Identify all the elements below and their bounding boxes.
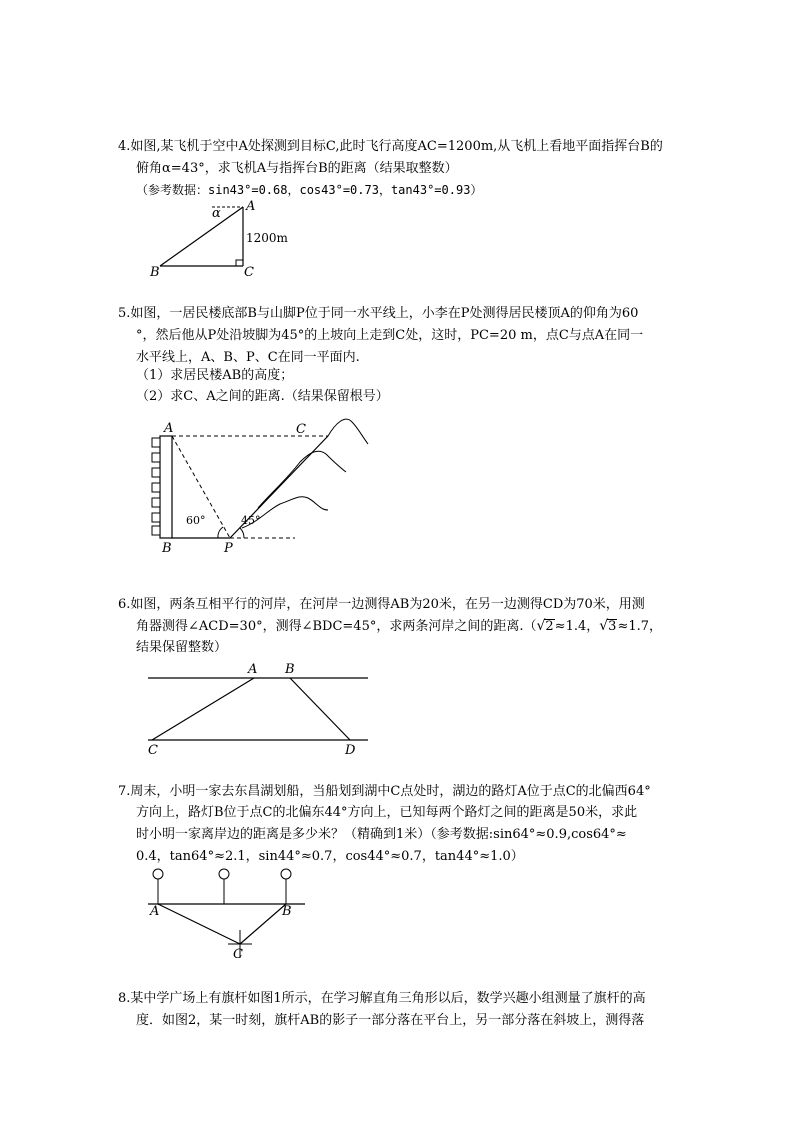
- p6-line1: 6.如图，两条互相平行的河岸，在河岸一边测得AB为20米，在另一边测得CD为70米，用测: [118, 597, 645, 612]
- p7-line1: 7.周末，小明一家去东昌湖划船，当船划到湖中C点处时，湖边的路灯A位于点C的北偏西64°: [118, 784, 651, 799]
- p5-line2: °，然后他从P处沿坡脚为45°的上坡向上走到C处，这时，PC=20 m，点C与点A在同一: [136, 328, 644, 343]
- p6-label-b: B: [285, 662, 295, 677]
- p6-label-c: C: [148, 743, 158, 758]
- p5-line1: 5.如图，一居民楼底部B与山脚P位于同一水平线上，小李在P处测得居民楼顶A的仰角为60: [118, 306, 639, 321]
- p6-approx2: ≈1.4，: [554, 619, 600, 634]
- p7-line-bc: [240, 904, 286, 944]
- p4-line2: 俯角α=43°，求飞机A与指挥台B的距离（结果取整数）: [136, 161, 458, 176]
- p4-label-c: C: [244, 265, 254, 280]
- p5-mountain-contour-1: [258, 451, 346, 508]
- p7-label-c: C: [233, 947, 243, 962]
- p5-mountain-top: [328, 419, 368, 444]
- p7-line2: 方向上，路灯B位于点C的北偏东44°方向上，已知每两个路灯之间的距离是50米，求此: [136, 805, 638, 820]
- p5-building-bricks: [152, 438, 160, 535]
- p5-question1: （1）求居民楼AB的高度；: [136, 368, 294, 383]
- p4-figure: [140, 196, 288, 282]
- p5-label-60: 60°: [186, 514, 206, 527]
- p4-label-height: 1200m: [246, 231, 288, 245]
- p5-question2: （2）求C、A之间的距离.（结果保留根号）: [136, 389, 389, 404]
- p5-line3: 水平线上，A、B、P、C在同一平面内.: [136, 350, 360, 365]
- p5-label-45: 45°: [241, 514, 261, 527]
- sqrt-symbol-icon: √: [536, 618, 546, 634]
- p6-line2-text: 角器测得∠ACD=30°，测得∠BDC=45°，求两条河岸之间的距离.（: [136, 619, 537, 634]
- p5-label-c: C: [296, 422, 306, 437]
- p8-line2: 度．如图2，某一时刻，旗杆AB的影子一部分落在平台上，另一部分落在斜坡上，测得落: [136, 1013, 645, 1028]
- p4-right-angle-mark: [236, 260, 243, 266]
- p7-lamp-middle: [219, 869, 229, 904]
- p4-reference-data: （参考数据：sin43°=0.68，cos43°=0.73，tan43°=0.93）: [136, 183, 483, 197]
- p5-angle-arc-60: [218, 527, 223, 538]
- p5-figure: [140, 414, 380, 556]
- p6-line-bd: [290, 678, 350, 740]
- p6-sqrt2-value: 2: [545, 619, 554, 634]
- p7-label-b: B: [282, 904, 292, 919]
- p4-line1: 4.如图,某飞机于空中A处探测到目标C,此时飞行高度AC=1200m,从飞机上看地平面指挥台B的: [118, 139, 663, 154]
- p6-label-a: A: [248, 662, 258, 677]
- p6-figure: [140, 657, 380, 757]
- p4-label-b: B: [150, 265, 160, 280]
- p7-line4: 0.4，tan64°≈2.1，sin44°≈0.7，cos44°≈0.7，tan44°≈1.0）: [136, 849, 524, 864]
- p7-label-a: A: [150, 904, 160, 919]
- p5-building: [160, 436, 172, 538]
- p7-lamp-a: [153, 869, 163, 904]
- p6-sqrt3-value: 3: [608, 619, 617, 634]
- p8-line1: 8.某中学广场上有旗杆如图1所示，在学习解直角三角形以后，数学兴趣小组测量了旗杆的高: [118, 991, 646, 1006]
- p4-label-alpha: α: [212, 206, 221, 221]
- p6-line3: 结果保留整数）: [136, 640, 228, 655]
- p7-lamp-b: [281, 869, 291, 904]
- p5-label-p: P: [224, 541, 233, 556]
- p4-line-ab: [160, 207, 243, 266]
- sqrt-symbol-icon: √: [599, 618, 609, 634]
- p7-line3: 时小明一家离岸边的距离是多少米？（精确到1米）（参考数据:sin64°≈0.9,cos64°≈: [136, 827, 627, 842]
- p6-line-ac: [152, 678, 254, 740]
- p6-approx3: ≈1.7，: [617, 619, 663, 634]
- p6-label-d: D: [345, 743, 356, 758]
- p7-line-ac: [158, 904, 240, 944]
- p6-line2: [136, 618, 662, 635]
- p7-figure: [140, 864, 320, 964]
- p4-label-a: A: [246, 199, 256, 214]
- p5-angle-arc-45: [240, 528, 244, 538]
- p5-label-a: A: [164, 421, 174, 436]
- p5-label-b: B: [162, 541, 172, 556]
